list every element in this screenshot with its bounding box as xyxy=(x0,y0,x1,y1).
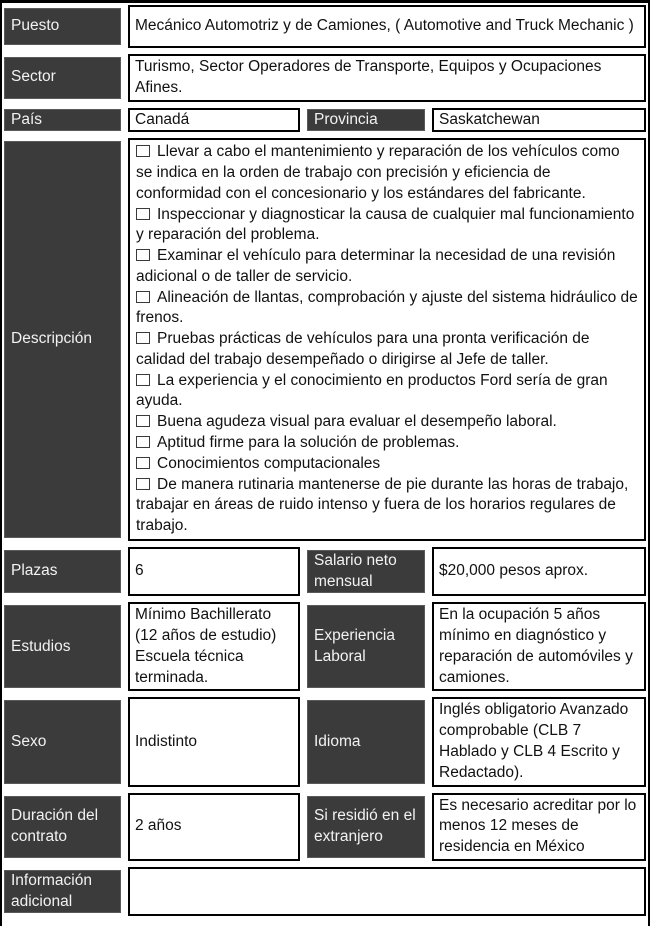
description-bullet xyxy=(136,475,638,537)
description-bullet-text: Examinar el vehículo para determinar la necesidad de una revisión adicional o de taller de servicio. xyxy=(136,247,616,285)
duracion-label: Duración del contrato xyxy=(4,796,121,858)
description-bullet xyxy=(136,412,638,433)
informacion-adicional-value xyxy=(128,867,646,917)
estudios-label: Estudios xyxy=(4,605,121,688)
description-bullet xyxy=(136,142,638,204)
salario-label: Salario neto mensual xyxy=(307,550,425,594)
row-duracion-residencia xyxy=(4,793,646,861)
checkbox-bullet-icon xyxy=(136,478,150,490)
row-puesto xyxy=(4,5,646,48)
description-bullet xyxy=(136,246,638,288)
residencia-label: Si residió en el extranjero xyxy=(307,796,425,858)
checkbox-bullet-icon xyxy=(136,249,150,261)
row-plazas-salario xyxy=(4,547,646,597)
description-bullet-text: De manera rutinaria mantenerse de pie durante las horas de trabajo, trabajar en áreas de ruido intenso y fuera de los horarios regulares de trabajo. xyxy=(136,475,629,535)
description-bullet-text: Inspeccionar y diagnosticar la causa de cualquier mal funcionamiento y reparación del problema. xyxy=(136,205,635,244)
row-pais-provincia xyxy=(4,108,646,133)
description-bullet-text: Buena agudeza visual para evaluar el desempeño laboral. xyxy=(157,413,557,431)
idioma-label: Idioma xyxy=(307,700,425,783)
checkbox-bullet-icon xyxy=(136,291,150,303)
informacion-adicional-label: Información adicional xyxy=(4,870,121,914)
sector-value: Turismo, Sector Operadores de Transporte, Equipos y Ocupaciones Afines. xyxy=(128,54,646,102)
estudios-value: Mínimo Bachillerato (12 años de estudio) Escuela técnica terminada. xyxy=(128,602,300,691)
puesto-label: Puesto xyxy=(4,8,121,45)
idioma-value: Inglés obligatorio Avanzado comprobable (CLB 7 Hablado y CLB 4 Escrito y Redactado). xyxy=(432,697,646,786)
checkbox-bullet-icon xyxy=(136,436,150,448)
checkbox-bullet-icon xyxy=(136,374,150,386)
description-bullet xyxy=(136,371,638,413)
pais-label: País xyxy=(4,109,121,132)
duracion-value: 2 años xyxy=(128,793,300,861)
sexo-value: Indistinto xyxy=(128,697,300,786)
description-bullet-text: La experiencia y el conocimiento en productos Ford sería de gran ayuda. xyxy=(136,371,608,410)
experiencia-value: En la ocupación 5 años mínimo en diagnóstico y reparación de automóviles y camiones. xyxy=(432,602,646,691)
sector-label: Sector xyxy=(4,57,121,99)
plazas-value: 6 xyxy=(128,547,300,597)
description-bullet xyxy=(136,329,638,371)
pais-value: Canadá xyxy=(128,108,300,133)
checkbox-bullet-icon xyxy=(136,457,150,469)
description-bullet xyxy=(136,288,638,330)
table-rows xyxy=(4,5,646,916)
checkbox-bullet-icon xyxy=(136,208,150,220)
description-bullet-text: Alineación de llantas, comprobación y ajuste del sistema hidráulico de frenos. xyxy=(136,288,638,327)
checkbox-bullet-icon xyxy=(136,332,150,344)
row-descripcion xyxy=(4,138,646,541)
experiencia-label: Experiencia Laboral xyxy=(307,605,425,688)
row-informacion-adicional xyxy=(4,867,646,917)
row-sector xyxy=(4,54,646,102)
row-sexo-idioma xyxy=(4,697,646,786)
plazas-label: Plazas xyxy=(4,550,121,594)
description-bullet-text: Aptitud firme para la solución de problemas. xyxy=(157,434,460,452)
description-bullet-text: Conocimientos computacionales xyxy=(157,454,381,472)
description-bullet xyxy=(136,433,638,454)
description-bullet-text: Pruebas prácticas de vehículos para una pronta verificación de calidad del trabajo desempeñado o dirigirse al Jefe de taller. xyxy=(136,330,590,368)
provincia-value: Saskatchewan xyxy=(432,108,646,133)
checkbox-bullet-icon xyxy=(136,415,150,427)
descripcion-list xyxy=(128,138,646,541)
puesto-value: Mecánico Automotriz y de Camiones, ( Automotive and Truck Mechanic ) xyxy=(128,5,646,48)
descripcion-label: Descripción xyxy=(4,141,121,538)
description-bullet-text: Llevar a cabo el mantenimiento y reparación de los vehículos como se indica en la orden de trabajo con precisión y eficiencia de conformidad con el concesionario y los estándares del fabricante. xyxy=(136,143,620,202)
checkbox-bullet-icon xyxy=(136,145,150,157)
description-bullet xyxy=(136,454,638,475)
row-estudios-experiencia xyxy=(4,602,646,691)
residencia-value: Es necesario acreditar por lo menos 12 meses de residencia en México xyxy=(432,793,646,861)
description-bullet xyxy=(136,205,638,247)
sexo-label: Sexo xyxy=(4,700,121,783)
salario-value: $20,000 pesos aprox. xyxy=(432,547,646,597)
provincia-label: Provincia xyxy=(307,109,425,132)
